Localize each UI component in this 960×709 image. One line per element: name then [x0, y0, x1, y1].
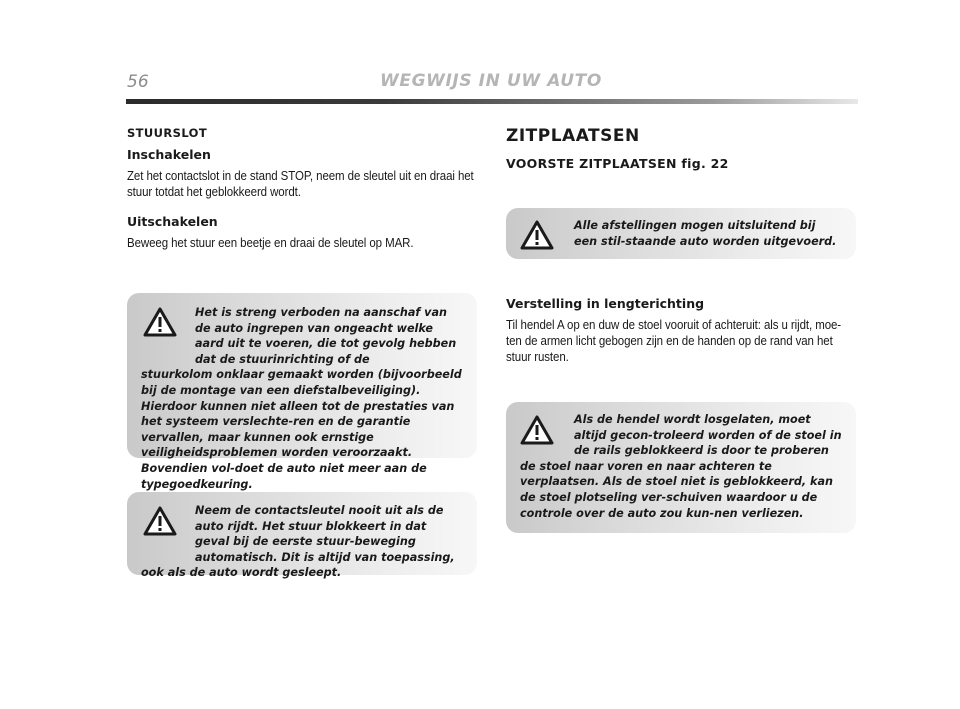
page-number: 56: [127, 72, 149, 92]
warning-text-steering: [141, 305, 463, 492]
warning-text-rest: de stoel naar voren en naar achteren te verplaatsen. Als de stoel niet is geblokkeerd, kan de stoel plotseling ver-schuiven waardoor u de controle over de auto zou kun-nen verliezen.: [520, 459, 834, 520]
header-rule: [126, 99, 858, 104]
left-column: [127, 126, 477, 265]
paragraph-length-adjustment: Til hendel A op en duw de stoel vooruit of achteruit: als u rijdt, moe-ten de armen licht gebogen zijn en de handen op de rand van het stuur rusten.: [506, 318, 842, 364]
running-head: WEGWIJS IN UW AUTO: [380, 71, 602, 91]
warning-text-lead: Als de hendel wordt losgelaten, moet altijd gecon-troleerd worden of de stoel in de rails geblokkeerd is door te proberen: [574, 413, 842, 458]
warning-text-rest: ook als de auto wordt gesleept.: [141, 566, 342, 580]
warning-triangle-icon: [143, 506, 177, 536]
warning-text-ignition-key: [141, 503, 463, 581]
warning-box-steering: [127, 293, 477, 491]
warning-text-lever: [520, 412, 842, 521]
paragraph-disable: Beweeg het stuur een beetje en draai de sleutel op MAR.: [127, 236, 414, 250]
right-column: [506, 126, 856, 177]
heading-enable: Inschakelen: [127, 147, 211, 162]
warning-box-lever: [506, 402, 856, 533]
warning-text-rest: stuurkolom onklaar gemaakt worden (bijvoorbeeld bij de montage van een diefstalbeveiliging). Hierdoor kunnen niet alleen tot de prestaties van het systeem verslechte-ren en de garantie vervallen, maar kunnen ook ernstige veiligheidsproblemen worden veroorzaakt. Bovendien vol-doet de auto niet meer aan de typegoedkeuring.: [141, 368, 462, 491]
warning-triangle-icon: [520, 220, 554, 250]
warning-triangle-icon: [520, 415, 554, 445]
heading-disable: Uitschakelen: [127, 214, 218, 229]
warning-box-adjustments: [506, 208, 856, 259]
warning-text-adjustments: [520, 218, 842, 249]
section-title-seats: ZITPLAATSEN: [506, 126, 640, 146]
warning-text-lead: Neem de contactsleutel nooit uit als de auto rijdt. Het stuur blokkeert in dat geval bij de eerste stuur-beweging automatisch. Dit is altijd van toepassing,: [195, 504, 455, 564]
paragraph-enable: Zet het contactslot in de stand STOP, neem de sleutel uit en draai het stuur totdat het geblokkeerd wordt.: [127, 169, 474, 199]
warning-text-lead: Alle afstellingen mogen uitsluitend bij een stil-staande auto worden uitgevoerd.: [574, 219, 837, 248]
heading-front-seats: VOORSTE ZITPLAATSEN fig. 22: [506, 156, 729, 171]
warning-text-lead: Het is streng verboden na aanschaf van de auto ingrepen van ongeacht welke aard uit te voeren, die tot gevolg hebben dat de stuurinrichting of de: [195, 306, 457, 366]
warning-triangle-icon: [143, 307, 177, 337]
heading-length-adjustment: Verstelling in lengterichting: [506, 296, 705, 311]
warning-box-ignition-key: [127, 492, 477, 580]
section-title-steering-lock: STUURSLOT: [127, 126, 208, 140]
right-column-length: [506, 296, 856, 379]
